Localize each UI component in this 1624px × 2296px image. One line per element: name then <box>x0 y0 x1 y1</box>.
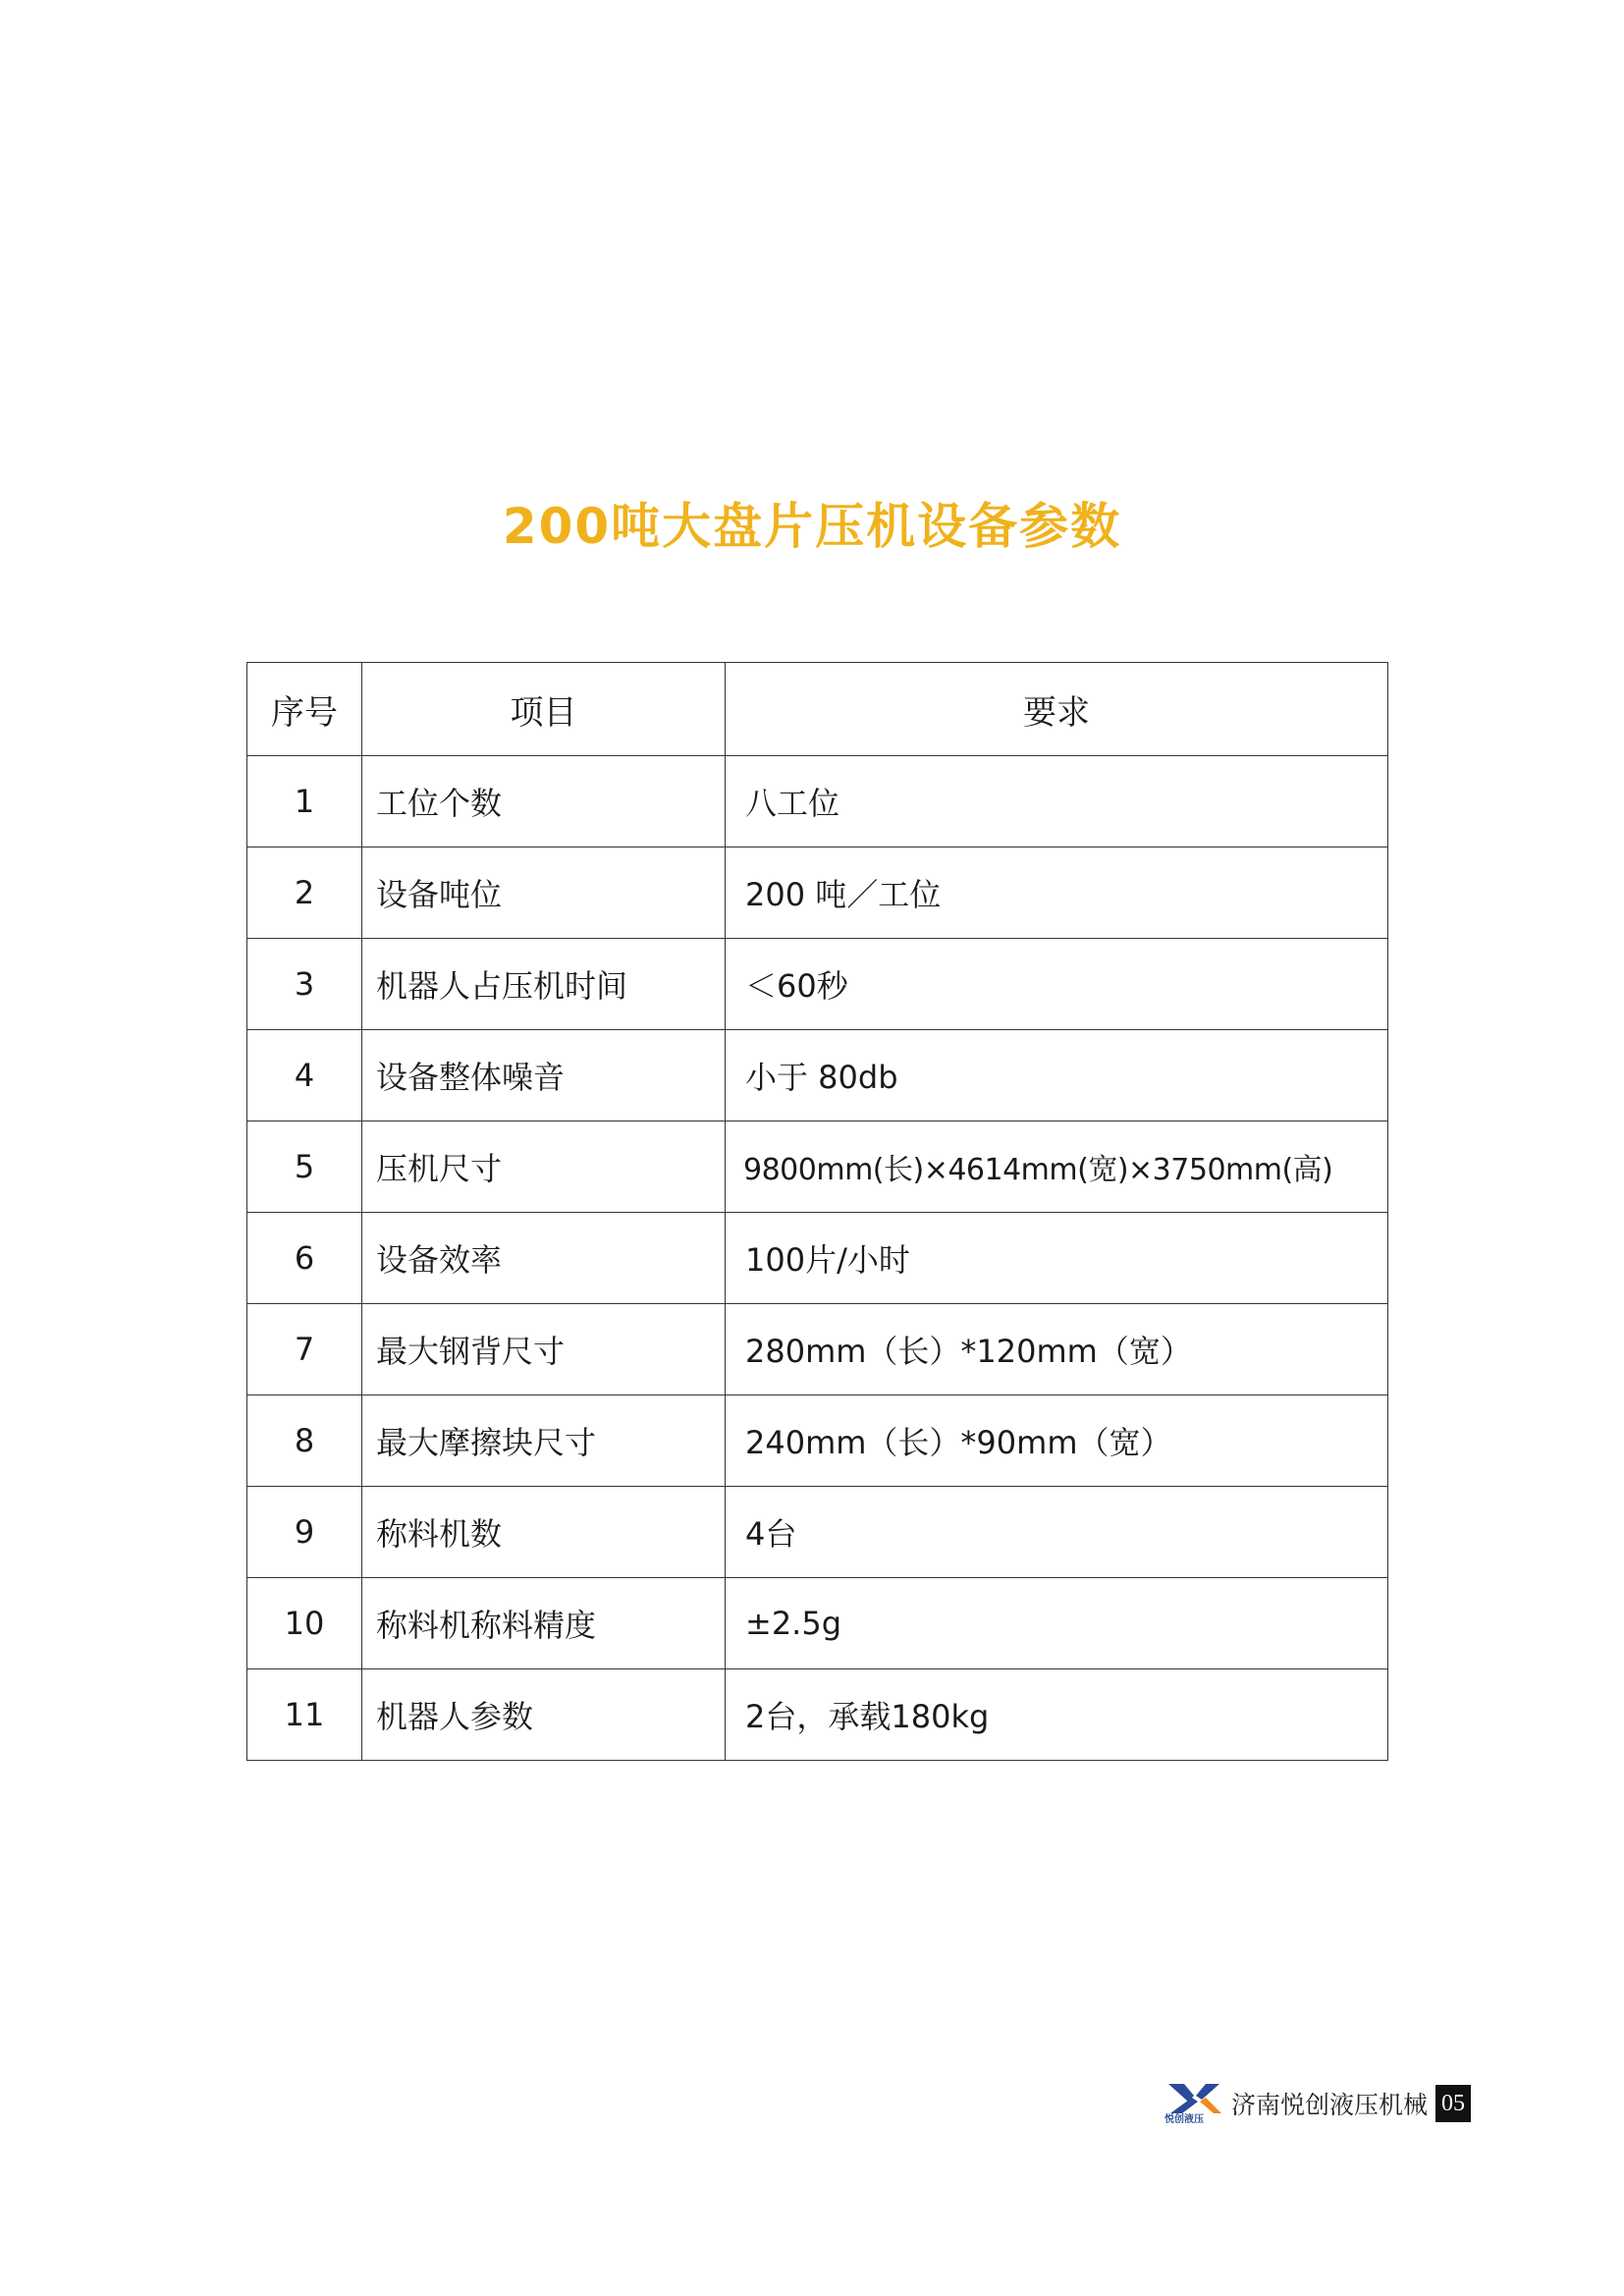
row-no: 1 <box>247 756 362 847</box>
row-req: 9800mm(长)×4614mm(宽)×3750mm(高) <box>726 1121 1388 1213</box>
page-title: 200吨大盘片压机设备参数 <box>502 498 1122 555</box>
row-no: 4 <box>247 1030 362 1121</box>
table-row <box>247 1304 1388 1395</box>
row-item: 最大钢背尺寸 <box>362 1304 726 1395</box>
row-item: 机器人占压机时间 <box>362 939 726 1030</box>
row-no: 7 <box>247 1304 362 1395</box>
row-req: 4台 <box>726 1487 1388 1578</box>
row-item: 压机尺寸 <box>362 1121 726 1213</box>
row-req: 2台，承载180kg <box>726 1669 1388 1761</box>
table-row <box>247 1395 1388 1487</box>
table-row <box>247 1578 1388 1669</box>
table-row <box>247 756 1388 847</box>
table-row <box>247 1669 1388 1761</box>
row-req: 100片/小时 <box>726 1213 1388 1304</box>
row-item: 最大摩擦块尺寸 <box>362 1395 726 1487</box>
table-row <box>247 1213 1388 1304</box>
row-req: 八工位 <box>726 756 1388 847</box>
header-no: 序号 <box>247 663 362 756</box>
table-row <box>247 1121 1388 1213</box>
row-item: 设备整体噪音 <box>362 1030 726 1121</box>
row-no: 6 <box>247 1213 362 1304</box>
row-item: 称料机称料精度 <box>362 1578 726 1669</box>
row-req: ±2.5g <box>726 1578 1388 1669</box>
row-item: 设备效率 <box>362 1213 726 1304</box>
header-item: 项目 <box>362 663 726 756</box>
row-no: 8 <box>247 1395 362 1487</box>
row-req: ＜60秒 <box>726 939 1388 1030</box>
company-name: 济南悦创液压机械 <box>1230 2091 1428 2119</box>
table-row <box>247 939 1388 1030</box>
table-row <box>247 1030 1388 1121</box>
row-no: 5 <box>247 1121 362 1213</box>
header-req: 要求 <box>726 663 1388 756</box>
row-no: 11 <box>247 1669 362 1761</box>
row-item: 机器人参数 <box>362 1669 726 1761</box>
spec-table <box>246 662 1388 1761</box>
table-row <box>247 1487 1388 1578</box>
table-header-row <box>247 663 1388 756</box>
page-number: 05 <box>1435 2085 1471 2122</box>
logo-text: 悦创液压 <box>1164 2114 1204 2125</box>
row-no: 3 <box>247 939 362 1030</box>
row-no: 2 <box>247 847 362 939</box>
row-item: 设备吨位 <box>362 847 726 939</box>
row-req: 200 吨／工位 <box>726 847 1388 939</box>
page-footer <box>1163 2082 1471 2125</box>
company-logo <box>1163 2082 1223 2125</box>
row-item: 称料机数 <box>362 1487 726 1578</box>
row-req: 小于 80db <box>726 1030 1388 1121</box>
row-req: 280mm（长）*120mm（宽） <box>726 1304 1388 1395</box>
row-item: 工位个数 <box>362 756 726 847</box>
row-req: 240mm（长）*90mm（宽） <box>726 1395 1388 1487</box>
row-no: 10 <box>247 1578 362 1669</box>
table-row <box>247 847 1388 939</box>
row-no: 9 <box>247 1487 362 1578</box>
